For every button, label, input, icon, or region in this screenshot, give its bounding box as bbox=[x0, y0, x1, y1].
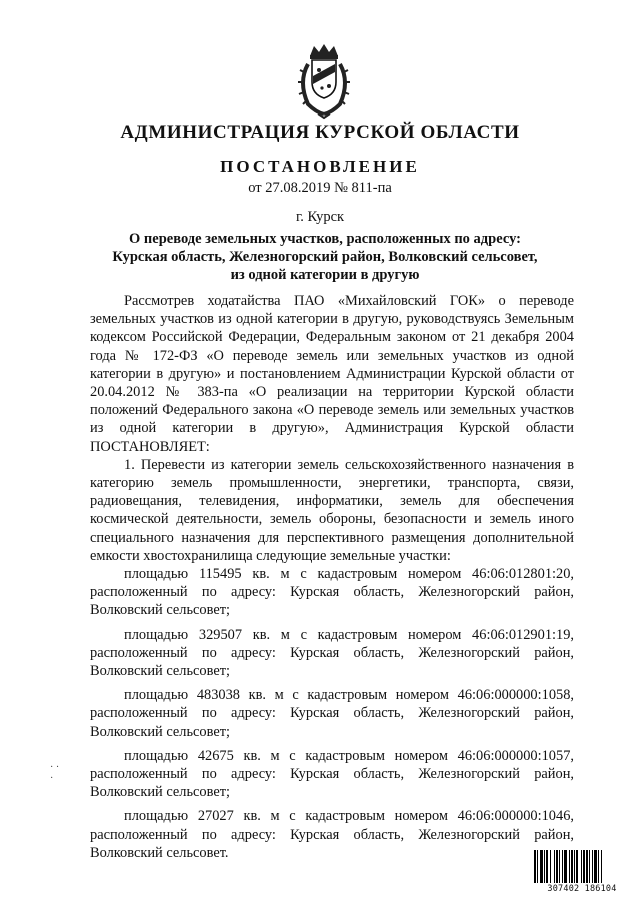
land-plot-item: площадью 115495 кв. м с кадастровым номером 46:06:012801:20, расположенный по адресу: Курская область, Железногорский район, Волковский сельсовет; bbox=[90, 566, 574, 619]
document-date-number: от 27.08.2019 № 811-па bbox=[248, 180, 392, 196]
land-plot-item: площадью 329507 кв. м с кадастровым номером 46:06:012901:19, расположенный по адресу: Курская область, Железногорский район, Волковский сельсовет; bbox=[90, 626, 574, 680]
subject-line: Курская область, Железногорский район, Волковский сельсовет, bbox=[112, 249, 538, 265]
land-plot-item: площадью 483038 кв. м с кадастровым номером 46:06:000000:1058, расположенный по адресу: Курская область, Железногорский район, Волковский сельсовет; bbox=[90, 687, 574, 740]
document-body bbox=[90, 292, 574, 868]
land-plot-item: площадью 42675 кв. м с кадастровым номером 46:06:000000:1057, расположенный по адресу: Курская область, Железногорский район, Волковский сельсовет; bbox=[90, 747, 574, 801]
subject-line: из одной категории в другую bbox=[230, 267, 420, 283]
barcode-number: 307402 186104 bbox=[547, 884, 617, 894]
document-city: г. Курск bbox=[295, 209, 345, 225]
scan-margin-marks: · · · bbox=[50, 762, 60, 784]
land-plot-list bbox=[90, 565, 574, 862]
barcode bbox=[534, 850, 630, 896]
land-plot-item: площадью 27027 кв. м с кадастровым номером 46:06:000000:1046, расположенный по адресу: Курская область, Железногорский район, Волковский сельсовет. bbox=[90, 808, 574, 861]
subject-line: О переводе земельных участков, расположенных по адресу: bbox=[129, 231, 521, 247]
document-type: ПОСТАНОВЛЕНИЕ bbox=[220, 157, 420, 176]
preamble-paragraph: Рассмотрев ходатайства ПАО «Михайловский ГОК» о переводе земельных участков из одной категории в другую, руководствуясь Земельным кодексом Российской Федерации, Федеральным законом от 21 декабря 2004 года № 172-ФЗ «О переводе земель или земельных участков из одной категории в другую» и постановлением Администрации Курской области от 20.04.2012 № 383-па «О реализации на территории Курской области положений Федерального закона «О переводе земель или земельных участков из одной категории в другую», Администрация Курской области ПОСТАНОВЛЯЕТ: bbox=[90, 293, 574, 455]
barcode-bars bbox=[534, 850, 630, 883]
coat-of-arms-icon bbox=[292, 42, 356, 120]
authority-title: АДМИНИСТРАЦИЯ КУРСКОЙ ОБЛАСТИ bbox=[120, 122, 520, 143]
item-1-paragraph: 1. Перевести из категории земель сельскохозяйственного назначения в категорию земель промышленности, энергетики, транспорта, связи, радиовещания, телевидения, информатики, земель для обеспечения космической деятельности, земель обороны, безопасности и земель иного специального назначения для перспективного размещения дополнительной емкости хвостохранилища следующие земельные участки: bbox=[90, 456, 574, 564]
document-subject bbox=[90, 230, 560, 284]
